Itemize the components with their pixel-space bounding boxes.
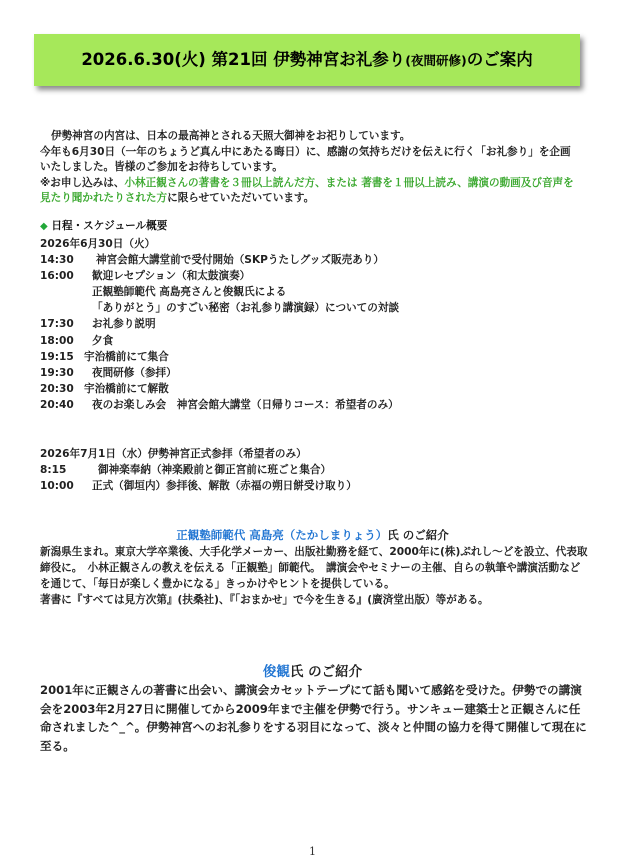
- schedule-item: [40, 300, 600, 316]
- intro-note-condition: 小林正観さんの著書を３冊以上読んだ方、または 著書を１冊以上読み、講演の動画及び音声を見たり聞かれたりされた方: [40, 176, 574, 205]
- intro-note-prefix: ※お申し込みは、: [40, 176, 125, 189]
- schedule-day2: [40, 446, 600, 494]
- schedule-desc: 夕食: [92, 334, 114, 347]
- profile1-name: 正観塾師範代 高島亮（たかしまりょう）: [176, 528, 388, 542]
- schedule-time: 17:30: [40, 318, 74, 331]
- schedule-desc: お礼参り説明: [92, 318, 156, 331]
- schedule-desc: 宇治橋前にて集合: [84, 350, 169, 363]
- schedule-desc: 神宮会館大講堂前で受付開始（SKPうたしグッズ販売あり）: [96, 254, 384, 267]
- schedule-day2-header-row: [40, 446, 600, 462]
- schedule-desc: 宇治橋前にて解散: [84, 382, 169, 395]
- schedule-item: [40, 381, 600, 397]
- profile2-title: [0, 660, 625, 680]
- profile2-name: 俊観: [262, 664, 290, 680]
- page-title-suffix: のご案内: [466, 50, 533, 69]
- schedule-desc: 夜のお楽しみ会 神宮会館大講堂（日帰りコース：希望者のみ）: [92, 398, 399, 411]
- profile1-bio: 新潟県生まれ。東京大学卒業後、大手化学メーカー、出版社勤務を経て、2000年に(株)ぷれし～どを設立、代表取締役に。 小林正観さんの教えを伝える「正観塾」師範代。 講演会やセミナーの主催、自らの執筆や講演活動などを通じて、「毎日が楽しく豊かになる」きっかけやヒントを提供している。: [40, 546, 588, 590]
- page-title-banner: [34, 34, 580, 86]
- schedule-heading-label: 日程・スケジュール概要: [51, 220, 168, 232]
- intro-note: [40, 176, 580, 207]
- schedule-item: [40, 284, 600, 300]
- schedule-desc: 歓迎レセプション（和太鼓演奏）: [92, 270, 251, 283]
- schedule-time: 20:30: [40, 382, 74, 395]
- schedule-time: 20:40: [40, 398, 74, 411]
- schedule-item: [40, 268, 600, 284]
- profile2-bio: 2001年に正観さんの著書に出会い、講演会カセットテープにて話も聞いて感銘を受けた。伊勢での講演会を2003年2月27日に開催してから2009年まで主催を伊勢で行う。サンキュー建築士と正観さんに任命されました^_^。伊勢神宮へのお礼参りをする羽目になって、淡々と仲間の協力を得て開催して現在に至る。: [40, 683, 587, 753]
- schedule-time: 14:30: [40, 254, 74, 267]
- schedule-time: 19:15: [40, 350, 74, 363]
- schedule-time: 16:00: [40, 270, 74, 283]
- page-title-sub: (夜間研修): [405, 53, 467, 68]
- schedule-desc: 夜間研修（参拝）: [92, 366, 177, 379]
- profile1-title-suffix: 氏 のご紹介: [387, 528, 449, 542]
- schedule-time: 19:30: [40, 366, 74, 379]
- diamond-bullet-icon: ◆: [40, 221, 48, 232]
- schedule-time: 18:00: [40, 334, 74, 347]
- schedule-item: [40, 316, 600, 332]
- schedule-desc: 正観塾師範代 高島亮さんと俊観氏による: [92, 286, 287, 299]
- intro-note-suffix: に限らせていただいています。: [167, 192, 315, 205]
- profile1-body: [40, 544, 588, 608]
- profile1-books: 著書に『すべては見方次第』(扶桑社)、『「おまかせ」で今を生きる』(廣済堂出版）等がある。: [40, 594, 489, 606]
- schedule-item: [40, 397, 600, 413]
- schedule-item: [40, 462, 600, 478]
- schedule-day1-date: 2026年6月30日（火）: [40, 238, 156, 250]
- schedule-heading: [40, 219, 167, 234]
- schedule-desc: 「ありがとう」のすごい秘密（お礼参り講演録）についての対談: [92, 302, 400, 315]
- schedule-time: 8:15: [40, 464, 67, 477]
- schedule-desc: 正式（御垣内）参拝後、解散（赤福の朔日餅受け取り）: [92, 480, 357, 493]
- schedule-day2-header: 2026年7月1日（水）伊勢神宮正式参拝（希望者のみ）: [40, 448, 307, 460]
- schedule-time: 10:00: [40, 480, 74, 493]
- profile1-title: [0, 527, 625, 543]
- schedule-item: [40, 333, 600, 349]
- schedule-day1-date-row: [40, 236, 600, 252]
- page-title: 2026.6.30(火) 第21回 伊勢神宮お礼参り: [81, 50, 406, 69]
- intro-section: [40, 129, 580, 207]
- intro-paragraph-1: 伊勢神宮の内宮は、日本の最高神とされる天照大御神をお祀りしています。: [51, 130, 411, 142]
- intro-paragraph-2: 今年も6月30日（一年のちょうど真ん中にあたる晦日）に、感謝の気持ちだけを伝えに行く「お礼参り」を企画いたしました。皆様のご参加をお待ちしています。: [40, 145, 571, 174]
- profile2-title-suffix: 氏 のご紹介: [289, 664, 363, 680]
- schedule-day1: [40, 236, 600, 413]
- schedule-item: [40, 478, 600, 494]
- schedule-desc: 御神楽奉納（神楽殿前と御正宮前に班ごと集合）: [98, 464, 332, 477]
- schedule-item: [40, 349, 600, 365]
- profile2-body: [40, 681, 588, 755]
- schedule-item: [40, 252, 600, 268]
- schedule-item: [40, 365, 600, 381]
- page-number: 1: [309, 845, 316, 858]
